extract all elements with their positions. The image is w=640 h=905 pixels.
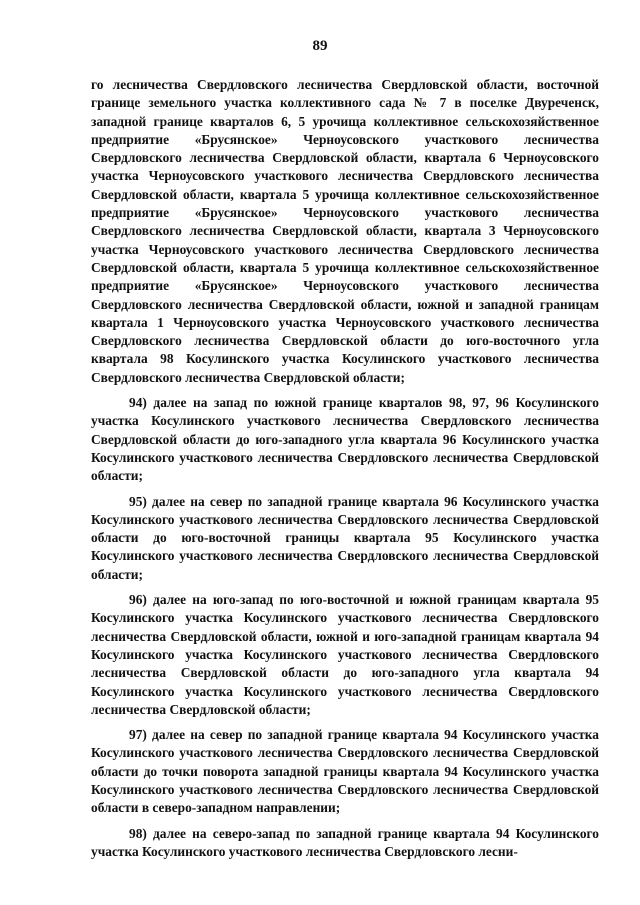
paragraph-item-97: 97) далее на север по западной границе квартала 94 Косулинского участка Косулинского участкового лесничества Свердловского лесничества Свердловской области до точки поворота западной границы квартала 94 Косулинского участка Косулинского участкового лесничества Свердловского лесничества Свердловской области в северо-западном направлении;	[91, 727, 599, 816]
paragraph-item-94: 94) далее на запад по южной границе кварталов 98, 97, 96 Косулинского участка Косулинского участкового лесничества Свердловского лесничества Свердловской области до юго-западного угла квартала 96 Косулинского участка Косулинского участкового лесничества Свердловского лесничества Свердловской области;	[91, 395, 599, 484]
document-body	[91, 76, 599, 868]
paragraph-continuation: го лесничества Свердловского лесничества Свердловской области, восточной границе земельного участка коллективного сада № 7 в поселке Двуреченск, западной границе кварталов 6, 5 урочища коллективное сельскохозяйственное предприятие «Брусянское» Черноусовского участкового лесничества Свердловского лесничества Свердловской области, квартала 6 Черноусовского участка Черноусовского участкового лесничества Свердловского лесничества Свердловской области, квартала 5 урочища коллективное сельскохозяйственное предприятие «Брусянское» Черноусовского участкового лесничества Свердловского лесничества Свердловской области, квартала 3 Черноусовского участка Черноусовского участкового лесничества Свердловского лесничества Свердловской области, квартала 5 урочища коллективное сельскохозяйственное предприятие «Брусянское» Черноусовского участкового лесничества Свердловского лесничества Свердловской области, южной и западной границам квартала 1 Черноусовского участка Черноусовского участкового лесничества Свердловского лесничества Свердловской области до юго-восточного угла квартала 98 Косулинского участка Косулинского участкового лесничества Свердловского лесничества Свердловской области;	[91, 77, 599, 385]
paragraph-item-95: 95) далее на север по западной границе квартала 96 Косулинского участка Косулинского участкового лесничества Свердловского лесничества Свердловской области до юго-восточной границы квартала 95 Косулинского участка Косулинского участкового лесничества Свердловского лесничества Свердловской области;	[91, 493, 599, 582]
paragraph-item-98: 98) далее на северо-запад по западной границе квартала 94 Косулинского участка Косулинского участкового лесничества Свердловского лесни-	[91, 825, 599, 859]
page-number: 89	[312, 38, 328, 54]
paragraph-item-96: 96) далее на юго-запад по юго-восточной и южной границам квартала 95 Косулинского участка Косулинского участкового лесничества Свердловского лесничества Свердловской области, южной и юго-западной границам квартала 94 Косулинского участка Косулинского участкового лесничества Свердловского лесничества Свердловской области до юго-западного угла квартала 94 Косулинского участка Косулинского участкового лесничества Свердловского лесничества Свердловской области;	[91, 592, 599, 717]
